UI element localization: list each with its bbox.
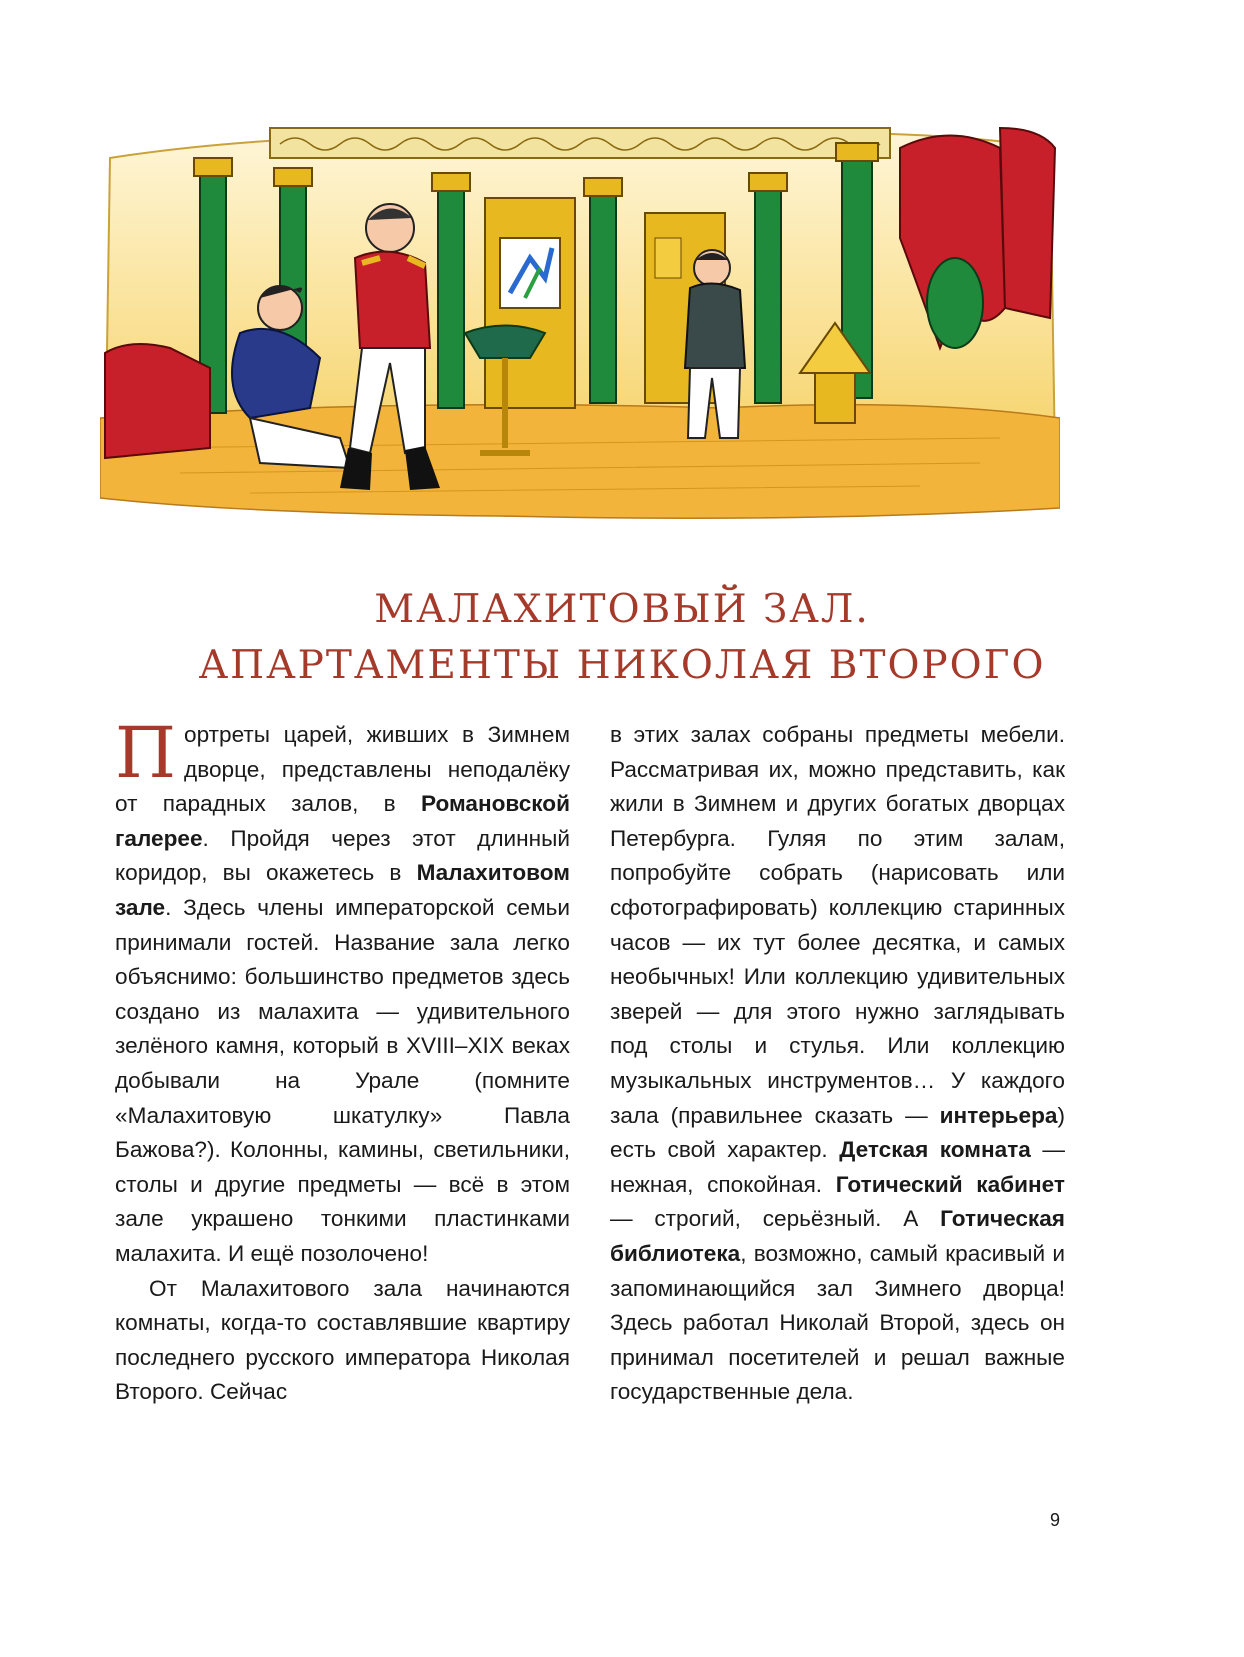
bold-term: Готическая библиотека xyxy=(610,1206,1065,1266)
text-run: — строгий, серьёзный. А xyxy=(610,1206,941,1232)
page-number: 9 xyxy=(1050,1510,1061,1530)
text-run: в этих залах собраны предметы мебели. Рассматривая их, можно представить, как жили в Зимнем и других богатых дворцах Петербурга. Гуляя по этим залам, попробуйте собрать (нарисовать или сфотографировать) коллекцию старинных часов — их тут более десятка, и самых необычных! Или коллекцию удивительных зверей — для этого нужно заглядывать под столы и стулья. Или коллекцию музыкальных инструментов… У каждого зала (правильнее сказать — xyxy=(610,722,1065,1128)
paragraph xyxy=(115,712,570,1272)
paragraph xyxy=(610,718,1065,1410)
bold-term: Готический кабинет xyxy=(835,1171,1065,1197)
drop-cap: П xyxy=(115,712,177,794)
text-run: ) есть свой характер. xyxy=(610,1102,1065,1163)
text-run: . Пройдя через этот длинный коридор, вы окажетесь в xyxy=(115,825,570,886)
bold-term: Малахитовом зале xyxy=(115,860,570,920)
malachite-hall-illustration xyxy=(100,118,1060,528)
chapter-title-line-1: МАЛАХИТОВЫЙ ЗАЛ. xyxy=(374,587,870,632)
text-run: — нежная, спокойная. xyxy=(610,1137,1065,1197)
bold-term: Детская комната xyxy=(839,1137,1031,1163)
bold-term: интерьера xyxy=(939,1102,1058,1128)
chapter-title-line-2: АПАРТАМЕНТЫ НИКОЛАЯ ВТОРОГО xyxy=(198,643,1046,688)
text-run: . Здесь члены императорской семьи принимали гостей. Название зала легко объяснимо: большинство предметов здесь создано из малахита — удивительного зелёного камня, который в XVIII–XIX веках добывали на Урале (помните «Малахитовую шкатулку» Павла Бажова?). Колонны, камины, светильники, столы и другие предметы — всё в этом зале украшено тонкими пластинками малахита. И ещё позолочено! xyxy=(115,894,570,1266)
left-column xyxy=(115,712,570,1410)
bold-term: Романовской галерее xyxy=(115,791,570,851)
text-run: ортреты царей, живших в Зимнем дворце, представлены неподалёку от парадных залов, в xyxy=(115,722,570,817)
paragraph xyxy=(115,1272,570,1410)
text-run: От Малахитового зала начинаются комнаты, когда-то составлявшие квартиру последнего русского императора Николая Второго. Сейчас xyxy=(115,1275,570,1405)
text-run: , возможно, самый красивый и запоминающийся зал Зимнего дворца! Здесь работал Николай Второй, здесь он принимал посетителей и решал важные государственные дела. xyxy=(610,1240,1065,1405)
right-column xyxy=(610,718,1065,1410)
